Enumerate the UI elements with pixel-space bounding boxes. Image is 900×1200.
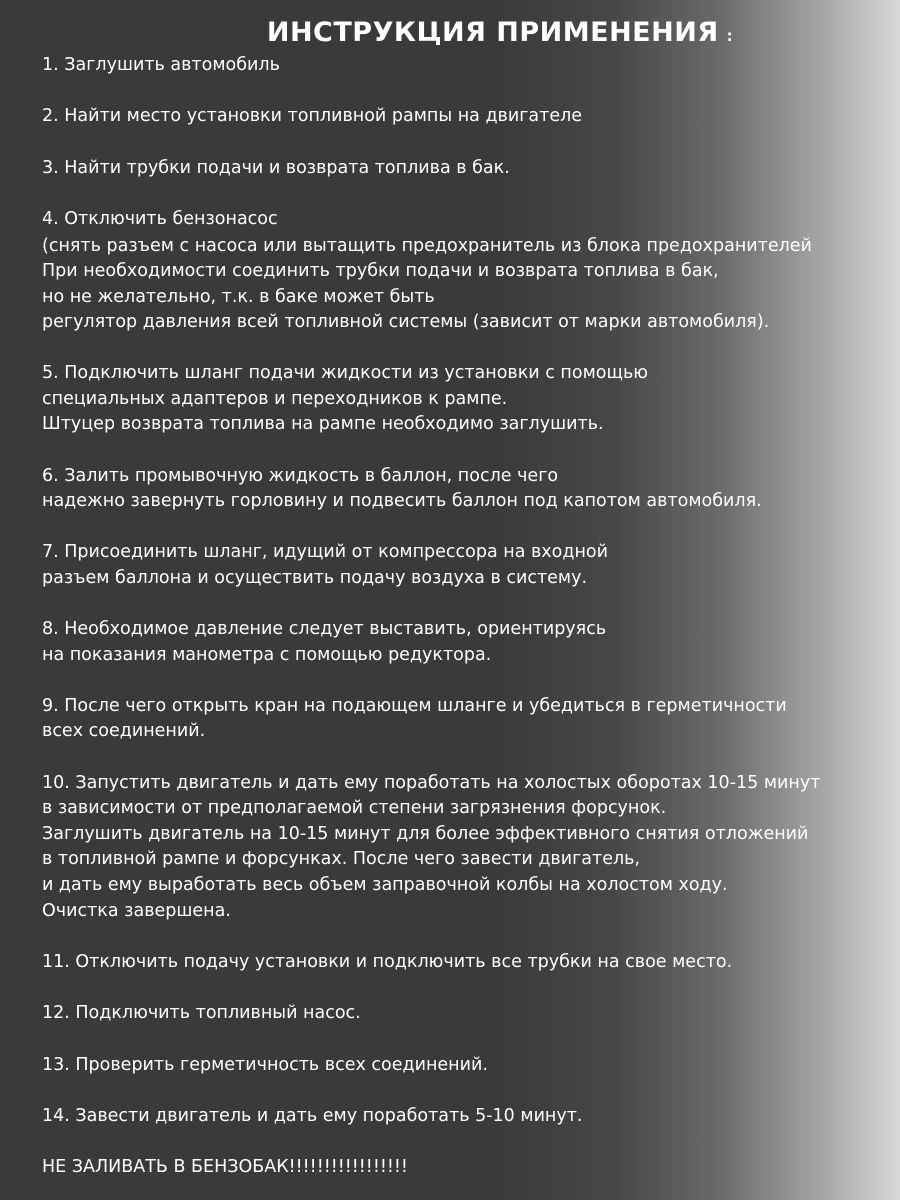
instruction-line: 3. Найти трубки подачи и возврата топлива в бак. [42,158,510,178]
instruction-line: разъем баллона и осуществить подачу воздуха в систему. [42,568,588,588]
instruction-line: всех соединений. [42,721,206,741]
instruction-line: 7. Присоединить шланг, идущий от компрессора на входной [42,542,608,562]
instruction-line: 10. Запустить двигатель и дать ему поработать на холостых оборотах 10-15 минут [42,773,821,793]
instruction-line: При необходимости соединить трубки подачи и возврата топлива в бак, [42,261,719,281]
instruction-line: 13. Проверить герметичность всех соединений. [42,1055,488,1075]
instruction-line: регулятор давления всей топливной системы (зависит от марки автомобиля). [42,312,770,332]
warning-line: НЕ ЗАЛИВАТЬ В БЕНЗОБАК!!!!!!!!!!!!!!!!! [42,1157,408,1177]
instruction-line: надежно завернуть горловину и подвесить баллон под капотом автомобиля. [42,491,762,511]
instruction-line: Заглушить двигатель на 10-15 минут для более эффективного снятия отложений [42,824,809,844]
page-title [0,14,900,55]
instruction-line: 14. Завести двигатель и дать ему поработать 5-10 минут. [42,1106,583,1126]
instruction-line: 8. Необходимое давление следует выставить, ориентируясь [42,619,607,639]
instruction-line: но не желательно, т.к. в баке может быть [42,287,435,307]
title-suffix: : [726,27,734,45]
instruction-line: на показания манометра с помощью редуктора. [42,645,492,665]
instruction-line: 5. Подключить шланг подачи жидкости из установки с помощью [42,363,649,383]
instruction-line: в топливной рампе и форсунках. После чего завести двигатель, [42,849,641,869]
instruction-line: 11. Отключить подачу установки и подключить все трубки на свое место. [42,952,733,972]
title-text: ИНСТРУКЦИЯ ПРИМЕНЕНИЯ [266,17,719,48]
instruction-line: 12. Подключить топливный насос. [42,1003,361,1023]
instruction-line: (снять разъем с насоса или вытащить предохранитель из блока предохранителей [42,236,812,256]
instruction-line: и дать ему выработать весь объем заправочной колбы на холостом ходу. [42,875,728,895]
instruction-line: 2. Найти место установки топливной рампы на двигателе [42,106,583,126]
instruction-line: 4. Отключить бензонасос [42,209,278,229]
instruction-line: 1. Заглушить автомобиль [42,55,280,75]
instruction-line: Штуцер возврата топлива на рампе необходимо заглушить. [42,414,604,434]
instruction-line: специальных адаптеров и переходников к рампе. [42,389,508,409]
instruction-line: 6. Залить промывочную жидкость в баллон, после чего [42,466,559,486]
instruction-line: Очистка завершена. [42,901,231,921]
instruction-line: в зависимости от предполагаемой степени загрязнения форсунок. [42,798,667,818]
instruction-line: 9. После чего открыть кран на подающем шланге и убедиться в герметичности [42,696,787,716]
